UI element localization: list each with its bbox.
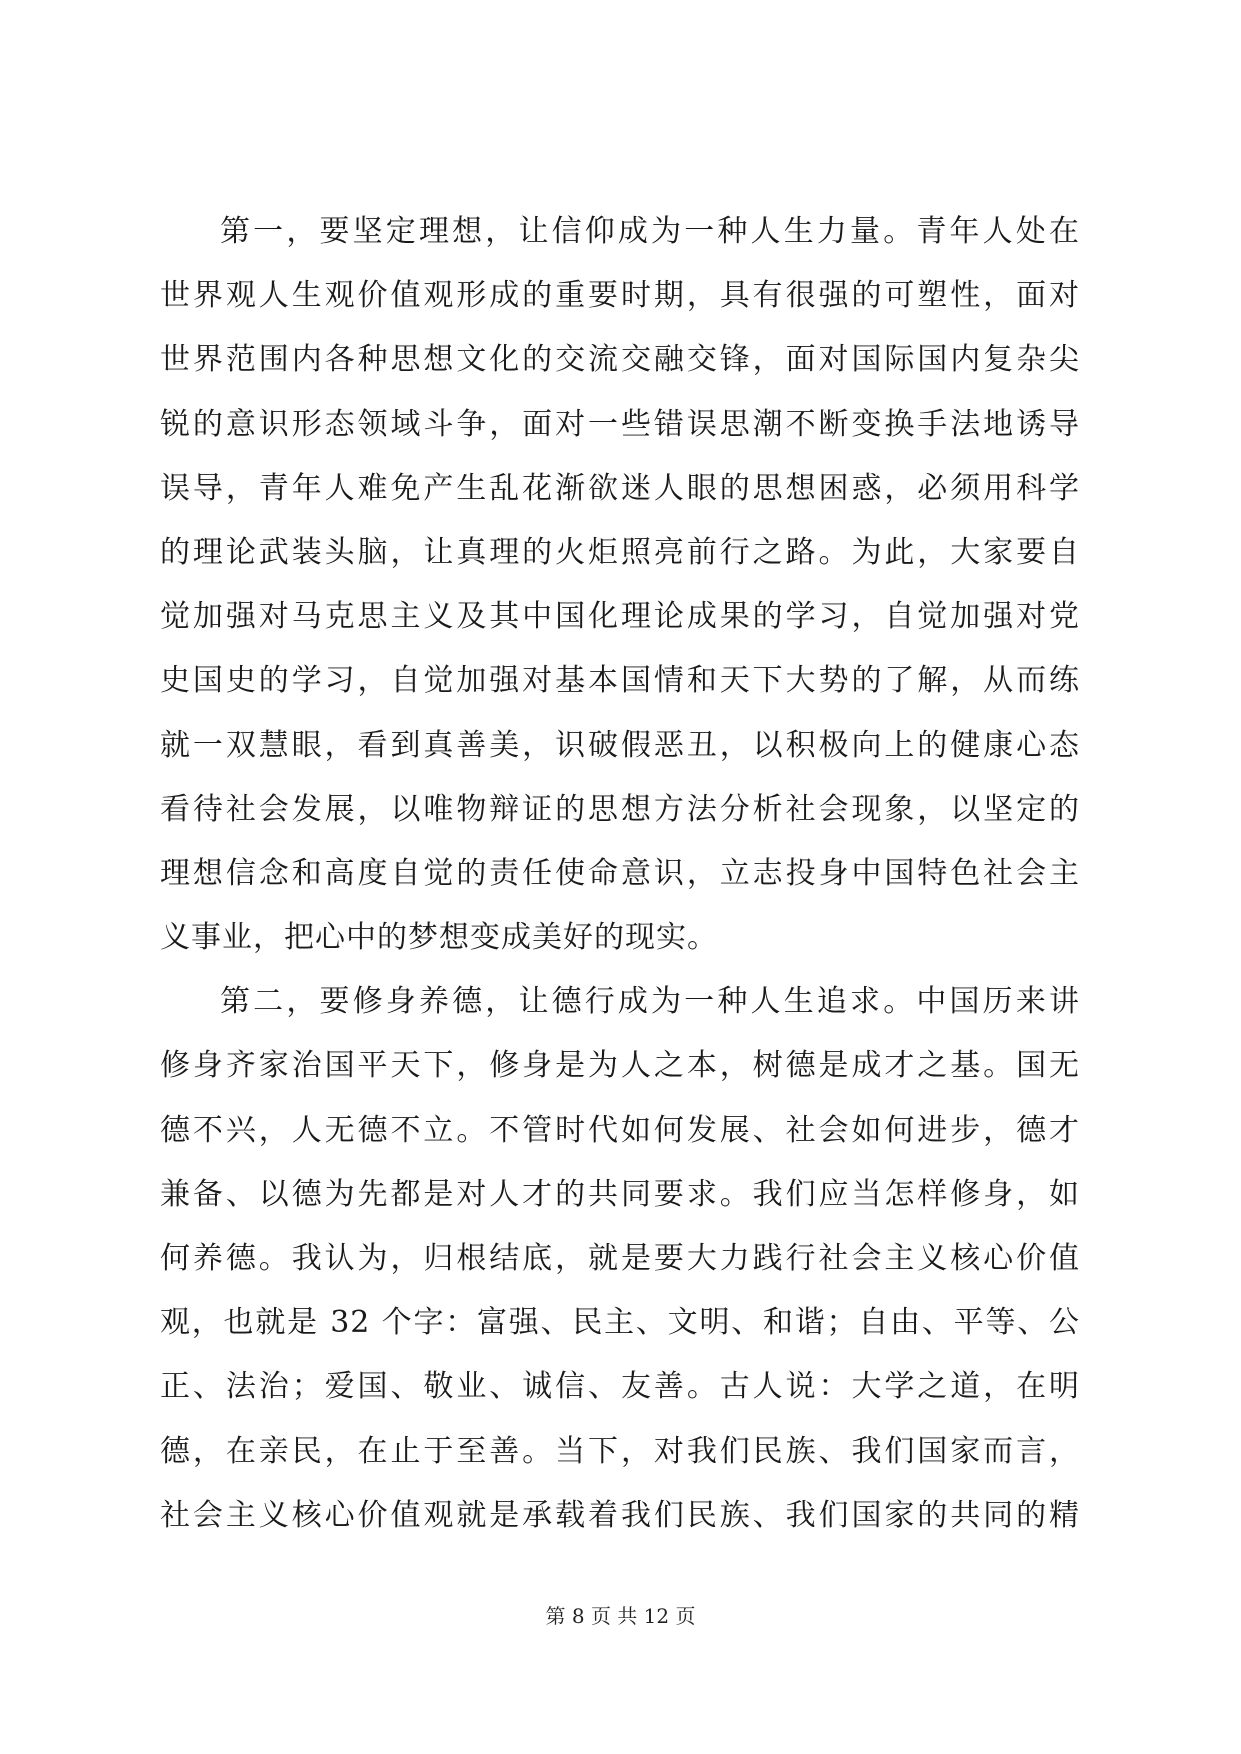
paragraph-line: 正、法治；爱国、敬业、诚信、友善。古人说：大学之道，在明: [160, 1369, 1080, 1405]
paragraph-line: 德，在亲民，在止于至善。当下，对我们民族、我们国家而言，: [160, 1433, 1080, 1469]
body-text: [160, 200, 1080, 1548]
paragraph-1: [160, 200, 1080, 970]
paragraph-line: 就一双慧眼，看到真善美，识破假恶丑，以积极向上的健康心态: [160, 727, 1080, 763]
paragraph-line: 德不兴，人无德不立。不管时代如何发展、社会如何进步，德才: [160, 1112, 1080, 1148]
page-footer: [0, 1602, 1241, 1630]
paragraph-line: 第二，要修身养德，让德行成为一种人生追求。中国历来讲: [220, 984, 1080, 1020]
paragraph-line: 史国史的学习，自觉加强对基本国情和天下大势的了解，从而练: [160, 663, 1080, 699]
paragraph-line: 锐的意识形态领域斗争，面对一些错误思潮不断变换手法地诱导: [160, 406, 1080, 442]
paragraph-2: [160, 970, 1080, 1548]
paragraph-line: 误导，青年人难免产生乱花渐欲迷人眼的思想困惑，必须用科学: [160, 470, 1080, 506]
page-indicator: 第 8 页 共 12 页: [545, 1604, 696, 1628]
paragraph-line: 修身齐家治国平天下，修身是为人之本，树德是成才之基。国无: [160, 1048, 1080, 1084]
paragraph-line: 第一，要坚定理想，让信仰成为一种人生力量。青年人处在: [220, 214, 1080, 249]
paragraph-line: 觉加强对马克思主义及其中国化理论成果的学习，自觉加强对党: [160, 599, 1080, 635]
paragraph-line: 社会主义核心价值观就是承载着我们民族、我们国家的共同的精: [160, 1497, 1080, 1533]
paragraph-line: 何养德。我认为，归根结底，就是要大力践行社会主义核心价值: [160, 1241, 1080, 1276]
paragraph-line: 世界范围内各种思想文化的交流交融交锋，面对国际国内复杂尖: [160, 342, 1080, 378]
paragraph-line: 观，也就是 32 个字：富强、民主、文明、和谐；自由、平等、公: [160, 1305, 1080, 1341]
paragraph-line: 兼备、以德为先都是对人才的共同要求。我们应当怎样修身，如: [160, 1176, 1080, 1212]
paragraph-line: 看待社会发展，以唯物辩证的思想方法分析社会现象，以坚定的: [160, 791, 1080, 827]
paragraph-line: 的理论武装头脑，让真理的火炬照亮前行之路。为此，大家要自: [160, 534, 1080, 570]
paragraph-line: 理想信念和高度自觉的责任使命意识，立志投身中国特色社会主: [160, 855, 1080, 891]
paragraph-line: 义事业，把心中的梦想变成美好的现实。: [160, 920, 718, 956]
paragraph-line: 世界观人生观价值观形成的重要时期，具有很强的可塑性，面对: [160, 278, 1080, 314]
